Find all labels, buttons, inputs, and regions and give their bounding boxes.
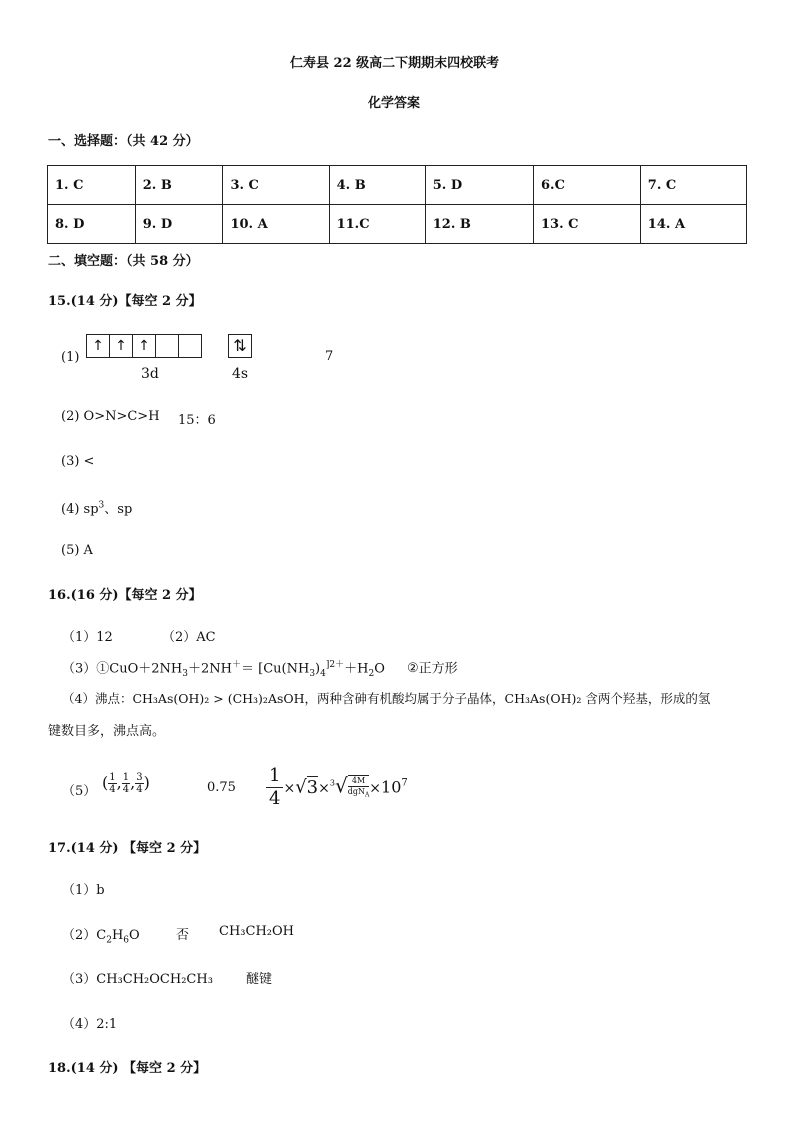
power-exponent: 7	[401, 777, 408, 789]
answer-cell: 5. D	[425, 166, 533, 205]
distance-formula	[266, 765, 408, 810]
frac	[135, 772, 143, 795]
q15-part2: (2) O>N>C>H	[61, 409, 160, 424]
frac-den: 4	[136, 784, 143, 795]
times-sign: ×	[318, 780, 330, 797]
frac-num: 4M	[348, 776, 370, 787]
eq-c-sub: 3	[309, 668, 316, 679]
q16-part5-label: （5）	[62, 784, 97, 799]
answer-cell: 8. D	[48, 205, 136, 244]
q15-part1-label: (1)	[61, 350, 80, 365]
q17-part2-end: O	[129, 928, 140, 943]
frac-num: 1	[266, 765, 283, 788]
eq-f: O	[374, 661, 385, 677]
page-subtitle: 化学答案	[368, 96, 421, 111]
eq-b: ＋2NH	[188, 661, 232, 677]
frac	[122, 772, 130, 795]
eq-c: ＝ [Cu(NH	[241, 661, 310, 677]
eq-d: )	[315, 661, 321, 677]
q17-part1: （1）b	[62, 883, 105, 898]
q17-part2-mid: H	[111, 928, 124, 943]
eq-b-sup: ＋	[231, 660, 241, 670]
section-fill-heading: 二、填空题：（共 58 分）	[48, 254, 199, 269]
answer-cell: 14. A	[640, 205, 746, 244]
answer-cell: 6.C	[534, 166, 641, 205]
q16-part2: （2）AC	[162, 630, 216, 645]
answer-cell: 7. C	[640, 166, 746, 205]
circled-1: ①	[96, 661, 110, 677]
coordinate-answer: ( $\frac{1}{4}$ , $\frac{1}{4}$ , $\frac{3}{4}$ )	[102, 772, 150, 795]
orbital-4s-box: ⇅	[228, 334, 252, 358]
eq-a: CuO＋2NH	[109, 661, 183, 677]
q15-part4-end: 、sp	[104, 502, 133, 517]
q15-heading: 15.(14 分)【每空 2 分】	[48, 294, 202, 309]
q18-heading: 18.(14 分) 【每空 2 分】	[48, 1061, 207, 1076]
orbital-4s-label: 4s	[232, 366, 249, 382]
cbrt-sign: √	[334, 773, 348, 798]
orbital-box: ↑	[86, 334, 110, 358]
answer-cell: 3. C	[223, 166, 329, 205]
q17-part2	[62, 924, 140, 946]
frac-den	[348, 787, 370, 801]
answer-cell: 4. B	[329, 166, 425, 205]
sub: 2	[106, 935, 112, 946]
q16-part3-shape: 正方形	[418, 661, 458, 677]
q15-part4-sup: 3	[98, 500, 105, 511]
frac-num: 1	[122, 772, 130, 783]
q15-part3: (3) <	[61, 454, 95, 469]
frac-num: 3	[136, 772, 143, 783]
frac	[108, 772, 116, 795]
power-base: 10	[381, 777, 402, 797]
quarter-fraction	[266, 765, 283, 810]
cbrt-fraction	[348, 775, 370, 801]
answer-cell: 12. B	[425, 205, 533, 244]
orbital-box	[178, 334, 202, 358]
root-index: 3	[329, 778, 335, 788]
eq-d-sup: ]2＋	[325, 660, 345, 670]
frac-den-text: dgN	[347, 786, 365, 796]
q15-part2-ratio: 15：6	[178, 413, 216, 428]
q15-part1-answer: 7	[325, 349, 334, 364]
orbital-box	[155, 334, 179, 358]
eq-d-sub: 4	[320, 668, 326, 679]
answer-cell: 11.C	[329, 205, 425, 244]
q17-part4: （4）2:1	[62, 1017, 118, 1032]
frac-den-sub: A	[364, 791, 370, 799]
orbital-3d-label: 3d	[141, 366, 159, 382]
q15-part4-text: (4) sp	[61, 502, 99, 517]
orbital-box: ↑	[132, 334, 156, 358]
table-row	[48, 166, 747, 205]
times-sign: ×	[283, 780, 296, 797]
answer-cell: 10. A	[223, 205, 329, 244]
q16-part4-line1: （4）沸点：CH₃As(OH)₂ > (CH₃)₂AsOH，两种含砷有机酸均属于分子晶体，CH₃As(OH)₂ 含两个羟基，形成的氢	[62, 691, 711, 706]
circled-2: ②	[407, 661, 419, 677]
frac-den: 4	[109, 784, 116, 795]
eq-a-sub: 3	[182, 668, 188, 679]
orbital-box: ↑	[109, 334, 133, 358]
q15-part5: (5) A	[61, 543, 93, 558]
sqrt-radicand: 3	[306, 776, 319, 798]
frac-num: 1	[109, 772, 116, 783]
answer-table	[47, 165, 747, 244]
q17-part2-no: 否	[176, 928, 190, 943]
answer-cell: 2. B	[135, 166, 223, 205]
q16-part4-line2: 键数目多，沸点高。	[48, 724, 166, 739]
eq-e-sub: 2	[368, 668, 375, 679]
section-choice-heading: 一、选择题：（共 42 分）	[48, 134, 199, 149]
q17-part2-label: （2）C	[62, 928, 107, 943]
table-row	[48, 205, 747, 244]
q16-part1: （1）12	[62, 630, 113, 645]
q17-part3-bond: 醚键	[246, 972, 273, 987]
answer-cell: 9. D	[135, 205, 223, 244]
answer-cell: 13. C	[534, 205, 641, 244]
answer-cell: 1. C	[48, 166, 136, 205]
times-sign: ×	[369, 780, 382, 797]
page-title: 仁寿县 22 级高二下期期末四校联考	[290, 56, 500, 71]
q17-part2-formula: CH₃CH₂OH	[219, 924, 294, 939]
q17-part3-formula: （3）CH₃CH₂OCH₂CH₃	[62, 972, 213, 987]
frac-den: 4	[269, 788, 281, 809]
q16-part5-value: 0.75	[207, 780, 236, 795]
q15-part4	[61, 498, 132, 517]
q16-heading: 16.(16 分)【每空 2 分】	[48, 588, 202, 603]
frac-den: 4	[122, 784, 130, 795]
sqrt-sign: √	[295, 776, 307, 798]
sub: 6	[123, 935, 130, 946]
q16-part3	[62, 657, 458, 679]
q17-heading: 17.(14 分) 【每空 2 分】	[48, 841, 207, 856]
q16-part3-label: （3）	[62, 661, 97, 677]
eq-e: ＋H	[344, 661, 369, 677]
